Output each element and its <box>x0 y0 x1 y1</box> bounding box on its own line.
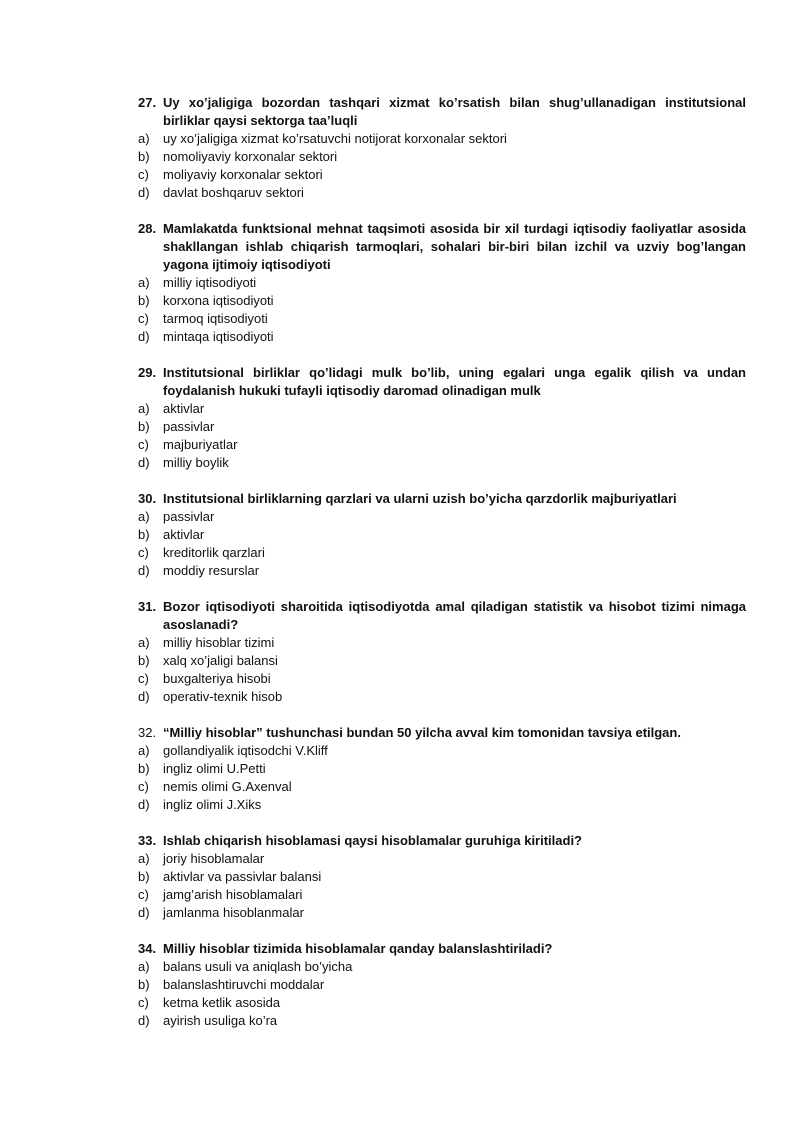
answer-option <box>138 634 746 652</box>
answer-option <box>138 868 746 886</box>
option-letter: b) <box>138 653 150 668</box>
answer-options <box>138 958 746 1030</box>
option-letter: a) <box>138 275 150 290</box>
option-text: milliy boylik <box>163 455 229 470</box>
option-letter: a) <box>138 743 150 758</box>
option-letter: a) <box>138 131 150 146</box>
option-letter: c) <box>138 887 149 902</box>
answer-options <box>138 130 746 202</box>
option-letter: c) <box>138 311 149 326</box>
answer-option <box>138 994 746 1012</box>
option-text: nemis olimi G.Axenval <box>163 779 292 794</box>
question-heading <box>138 598 746 634</box>
option-text: ayirish usuliga ko’ra <box>163 1013 278 1028</box>
answer-option <box>138 310 746 328</box>
option-text: ingliz olimi J.Xiks <box>163 797 262 812</box>
option-text: balanslashtiruvchi moddalar <box>163 977 325 992</box>
answer-option <box>138 796 746 814</box>
option-letter: c) <box>138 545 149 560</box>
option-letter: a) <box>138 635 150 650</box>
option-letter: d) <box>138 329 150 344</box>
answer-option <box>138 184 746 202</box>
question-block <box>138 490 746 580</box>
question-number: 27. <box>138 95 157 110</box>
option-text: aktivlar <box>163 401 205 416</box>
answer-option <box>138 976 746 994</box>
answer-option <box>138 760 746 778</box>
question-block <box>138 940 746 1030</box>
answer-options <box>138 850 746 922</box>
answer-option <box>138 166 746 184</box>
question-heading <box>138 94 746 130</box>
answer-option <box>138 418 746 436</box>
question-text: Milliy hisoblar tizimida hisoblamalar qanday balanslashtiriladi? <box>163 941 553 956</box>
option-text: mintaqa iqtisodiyoti <box>163 329 274 344</box>
question-heading <box>138 832 746 850</box>
option-letter: a) <box>138 851 150 866</box>
question-block <box>138 598 746 706</box>
option-letter: b) <box>138 527 150 542</box>
option-letter: b) <box>138 149 150 164</box>
answer-option <box>138 508 746 526</box>
answer-options <box>138 634 746 706</box>
question-number: 34. <box>138 941 157 956</box>
question-number: 28. <box>138 221 157 236</box>
question-text: Mamlakatda funktsional mehnat taqsimoti asosida bir xil turdagi iqtisodiy faoliyatlar asosida shakllangan ishlab chiqarish tarmoqlari, sohalari bir-biri bilan izchil va uzviy bog’langan yagona ijtimoiy iqtisodiyoti <box>163 221 746 272</box>
option-text: gollandiyalik iqtisodchi V.Kliff <box>163 743 328 758</box>
option-text: tarmoq iqtisodiyoti <box>163 311 268 326</box>
answer-option <box>138 292 746 310</box>
answer-option <box>138 652 746 670</box>
option-text: jamlanma hisoblanmalar <box>163 905 304 920</box>
answer-option <box>138 904 746 922</box>
option-letter: d) <box>138 185 150 200</box>
option-letter: d) <box>138 905 150 920</box>
question-text: Ishlab chiqarish hisoblamasi qaysi hisoblamalar guruhiga kiritiladi? <box>163 833 583 848</box>
option-text: operativ-texnik hisob <box>163 689 283 704</box>
option-text: jamg’arish hisoblamalari <box>163 887 303 902</box>
option-text: ingliz olimi U.Petti <box>163 761 266 776</box>
option-text: ketma ketlik asosida <box>163 995 281 1010</box>
question-list <box>138 94 746 1048</box>
question-number: 31. <box>138 599 157 614</box>
option-text: kreditorlik qarzlari <box>163 545 265 560</box>
question-number: 33. <box>138 833 157 848</box>
option-letter: d) <box>138 1013 150 1028</box>
question-heading <box>138 364 746 400</box>
answer-option <box>138 886 746 904</box>
answer-option <box>138 1012 746 1030</box>
answer-option <box>138 688 746 706</box>
option-letter: c) <box>138 779 149 794</box>
option-letter: b) <box>138 977 150 992</box>
option-text: buxgalteriya hisobi <box>163 671 271 686</box>
option-text: milliy iqtisodiyoti <box>163 275 257 290</box>
answer-option <box>138 148 746 166</box>
answer-option <box>138 328 746 346</box>
answer-option <box>138 526 746 544</box>
question-block <box>138 832 746 922</box>
question-block <box>138 724 746 814</box>
question-number: 32. <box>138 725 157 740</box>
question-heading <box>138 220 746 274</box>
answer-option <box>138 130 746 148</box>
answer-option <box>138 742 746 760</box>
option-text: korxona iqtisodiyoti <box>163 293 274 308</box>
option-letter: c) <box>138 437 149 452</box>
option-text: passivlar <box>163 509 215 524</box>
answer-option <box>138 670 746 688</box>
option-letter: b) <box>138 869 150 884</box>
option-letter: b) <box>138 761 150 776</box>
answer-option <box>138 958 746 976</box>
question-text: “Milliy hisoblar” tushunchasi bundan 50 yilcha avval kim tomonidan tavsiya etilgan. <box>163 725 681 740</box>
option-text: balans usuli va aniqlash bo’yicha <box>163 959 353 974</box>
answer-options <box>138 508 746 580</box>
option-letter: c) <box>138 167 149 182</box>
question-block <box>138 94 746 202</box>
answer-options <box>138 742 746 814</box>
option-letter: d) <box>138 797 150 812</box>
question-block <box>138 220 746 346</box>
option-letter: d) <box>138 563 150 578</box>
question-heading <box>138 490 746 508</box>
option-text: moddiy resurslar <box>163 563 260 578</box>
answer-option <box>138 562 746 580</box>
option-letter: d) <box>138 455 150 470</box>
option-text: majburiyatlar <box>163 437 238 452</box>
question-heading <box>138 724 746 742</box>
question-text: Institutsional birliklarning qarzlari va ularni uzish bo’yicha qarzdorlik majburiyatlari <box>163 491 677 506</box>
question-heading <box>138 940 746 958</box>
option-text: nomoliyaviy korxonalar sektori <box>163 149 338 164</box>
option-letter: c) <box>138 671 149 686</box>
option-text: joriy hisoblamalar <box>163 851 265 866</box>
answer-option <box>138 454 746 472</box>
option-text: uy xo’jaligiga xizmat ko’rsatuvchi notijorat korxonalar sektori <box>163 131 507 146</box>
option-letter: b) <box>138 419 150 434</box>
answer-option <box>138 436 746 454</box>
question-text: Bozor iqtisodiyoti sharoitida iqtisodiyotda amal qiladigan statistik va hisobot tizimi nimaga asoslanadi? <box>163 599 746 632</box>
option-text: milliy hisoblar tizimi <box>163 635 275 650</box>
question-number: 29. <box>138 365 157 380</box>
option-text: passivlar <box>163 419 215 434</box>
question-text: Institutsional birliklar qo’lidagi mulk bo’lib, uning egalari unga egalik qilish va undan foydalanish hukuki tufayli iqtisodiy daromad olinadigan mulk <box>163 365 746 398</box>
option-text: aktivlar <box>163 527 205 542</box>
answer-option <box>138 544 746 562</box>
answer-option <box>138 274 746 292</box>
answer-option <box>138 400 746 418</box>
question-number: 30. <box>138 491 157 506</box>
option-letter: c) <box>138 995 149 1010</box>
answer-option <box>138 850 746 868</box>
answer-options <box>138 400 746 472</box>
option-text: davlat boshqaruv sektori <box>163 185 304 200</box>
option-letter: a) <box>138 959 150 974</box>
option-letter: b) <box>138 293 150 308</box>
option-text: moliyaviy korxonalar sektori <box>163 167 323 182</box>
question-text: Uy xo’jaligiga bozordan tashqari xizmat ko’rsatish bilan shug’ullanadigan institutsional birliklar qaysi sektorga taa’luqli <box>163 95 746 128</box>
option-letter: d) <box>138 689 150 704</box>
option-text: xalq xo’jaligi balansi <box>163 653 278 668</box>
question-block <box>138 364 746 472</box>
option-letter: a) <box>138 401 150 416</box>
answer-options <box>138 274 746 346</box>
answer-option <box>138 778 746 796</box>
option-text: aktivlar va passivlar balansi <box>163 869 322 884</box>
option-letter: a) <box>138 509 150 524</box>
